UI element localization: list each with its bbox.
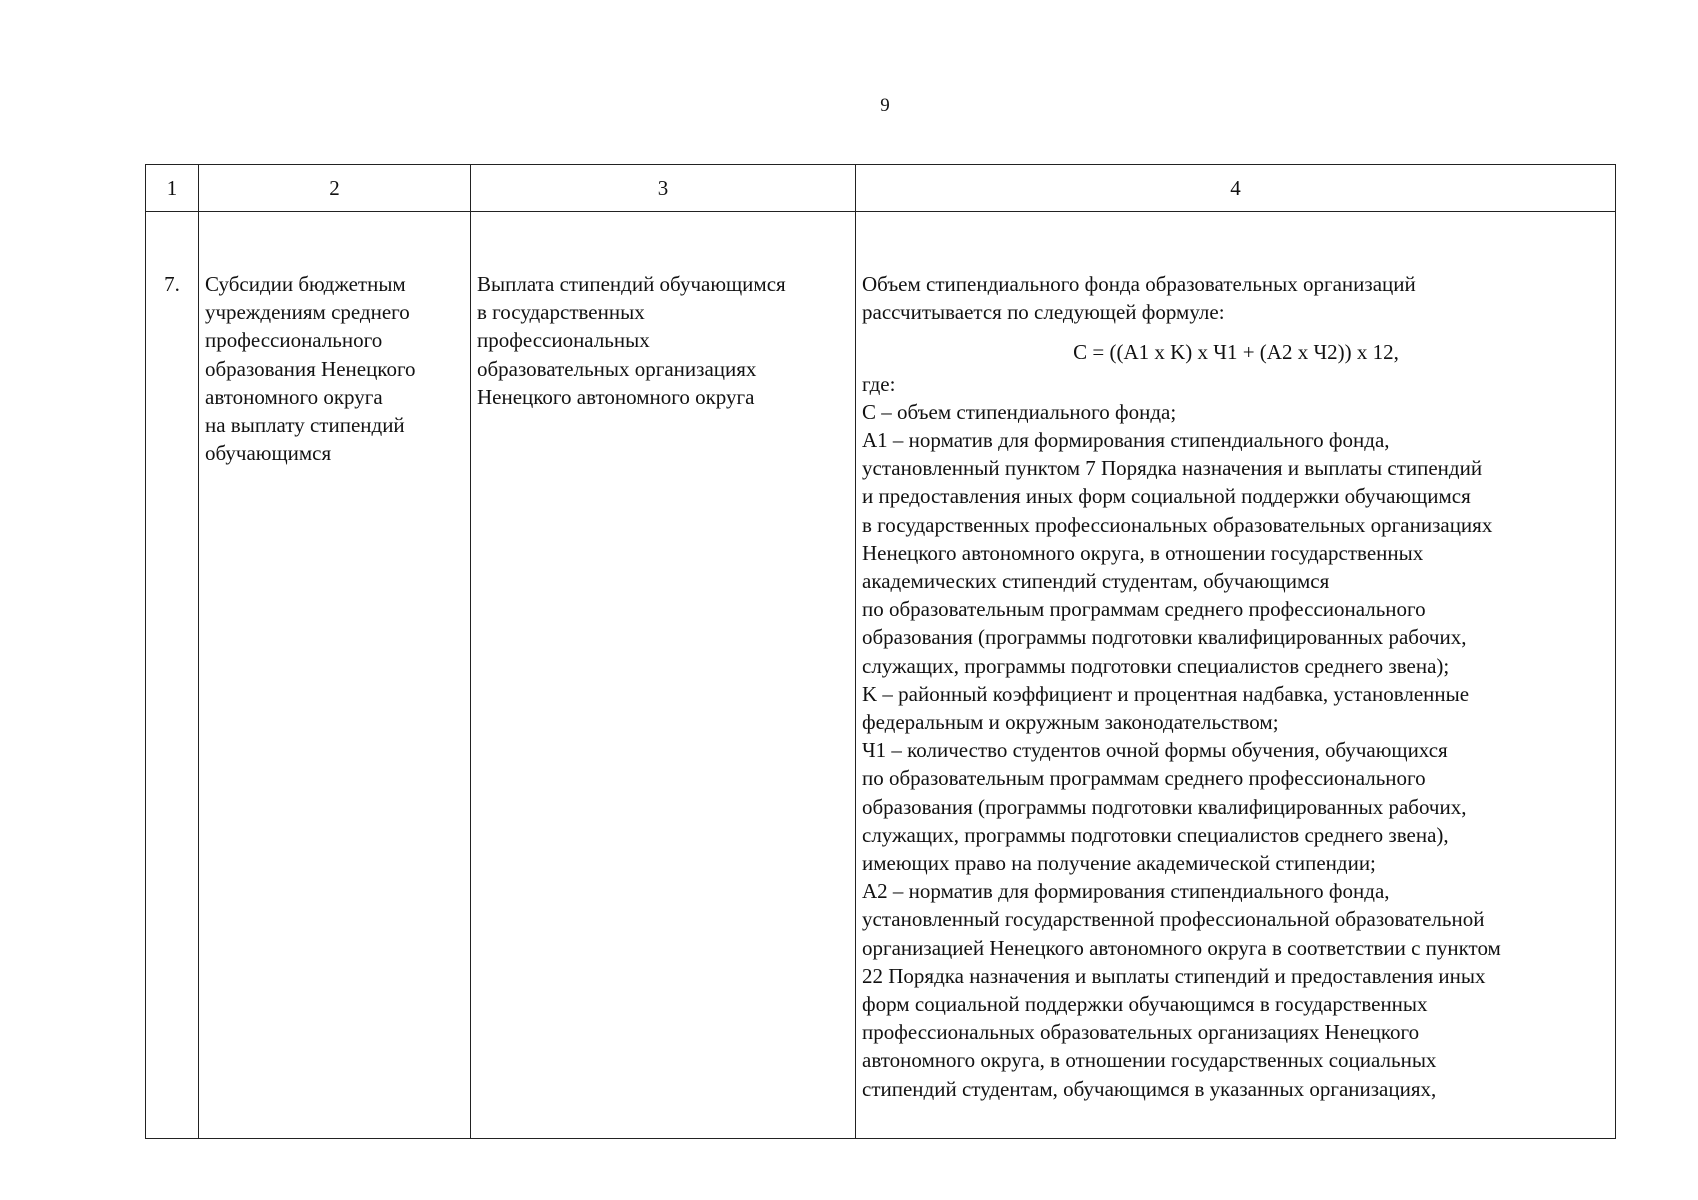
method-intro-line: рассчитывается по следующей формуле: xyxy=(862,300,1225,325)
method-line: федеральным и окружным законодательством; xyxy=(862,710,1279,735)
row-number-cell xyxy=(146,212,199,1139)
method-line: служащих, программы подготовки специалистов среднего звена), xyxy=(862,822,1449,847)
method-line: профессиональных образовательных организациях Ненецкого xyxy=(862,1020,1420,1045)
method-line: образования (программы подготовки квалифицированных рабочих, xyxy=(862,794,1467,819)
document-table xyxy=(145,164,1616,1139)
method-intro-line: Объем стипендиального фонда образовательных организаций xyxy=(862,272,1416,296)
purpose-line: в государственных xyxy=(477,300,645,325)
method-line: организацией Ненецкого автономного округа в соответствии с пунктом xyxy=(862,935,1501,960)
header-cell-2: 2 xyxy=(199,165,471,212)
row-number: 7. xyxy=(164,272,180,296)
method-line: академических стипендий студентам, обучающимся xyxy=(862,569,1330,594)
method-line: Ненецкого автономного округа, в отношении государственных xyxy=(862,540,1424,565)
subsidy-name-cell xyxy=(199,212,471,1139)
formula: C = ((A1 x K) x Ч1 + (A2 x Ч2)) x 12, xyxy=(1073,340,1399,365)
method-line: и предоставления иных форм социальной поддержки обучающимся xyxy=(862,484,1471,509)
method-line: по образовательным программам среднего профессионального xyxy=(862,766,1426,791)
header-cell-3: 3 xyxy=(471,165,856,212)
purpose-line: образовательных организациях xyxy=(477,356,757,381)
method-line: Ч1 – количество студентов очной формы обучения, обучающихся xyxy=(862,738,1448,763)
table-row xyxy=(146,212,1616,1139)
method-line: форм социальной поддержки обучающимся в государственных xyxy=(862,992,1428,1017)
subsidy-name-line: автономного округа xyxy=(205,384,383,409)
method-line: установленный государственной профессиональной образовательной xyxy=(862,907,1485,932)
method-line: стипендий студентам, обучающимся в указанных организациях, xyxy=(862,1076,1437,1101)
subsidy-name-line: учреждениям среднего xyxy=(205,300,410,325)
table-header-row xyxy=(146,165,1616,212)
method-line: служащих, программы подготовки специалистов среднего звена); xyxy=(862,653,1450,678)
method-line: образования (программы подготовки квалифицированных рабочих, xyxy=(862,625,1467,650)
purpose-line: Выплата стипендий обучающимся xyxy=(477,272,786,296)
method-line: автономного округа, в отношении государственных социальных xyxy=(862,1048,1437,1073)
method-line: C – объем стипендиального фонда; xyxy=(862,399,1177,424)
method-line: 22 Порядка назначения и выплаты стипендий и предоставления иных xyxy=(862,963,1486,988)
method-line: K – районный коэффициент и процентная надбавка, установленные xyxy=(862,681,1470,706)
method-line: по образовательным программам среднего профессионального xyxy=(862,597,1426,622)
method-line: установленный пунктом 7 Порядка назначения и выплаты стипендий xyxy=(862,456,1483,481)
header-cell-1: 1 xyxy=(146,165,199,212)
method-line: A2 – норматив для формирования стипендиального фонда, xyxy=(862,879,1390,904)
method-line: имеющих право на получение академической стипендии; xyxy=(862,851,1376,876)
subsidy-name-line: Субсидии бюджетным xyxy=(205,272,406,296)
method-line: где: xyxy=(862,371,896,396)
purpose-line: профессиональных xyxy=(477,328,650,353)
calculation-method-cell xyxy=(856,212,1616,1139)
page-number: 9 xyxy=(880,95,890,116)
subsidy-name-line: профессионального xyxy=(205,328,383,353)
method-line: A1 – норматив для формирования стипендиального фонда, xyxy=(862,428,1390,453)
subsidy-name-line: на выплату стипендий xyxy=(205,413,405,438)
header-cell-4: 4 xyxy=(856,165,1616,212)
subsidy-name-line: обучающимся xyxy=(205,441,332,466)
method-line: в государственных профессиональных образовательных организациях xyxy=(862,512,1493,537)
purpose-line: Ненецкого автономного округа xyxy=(477,384,755,409)
subsidy-name-line: образования Ненецкого xyxy=(205,356,416,381)
purpose-cell xyxy=(471,212,856,1139)
